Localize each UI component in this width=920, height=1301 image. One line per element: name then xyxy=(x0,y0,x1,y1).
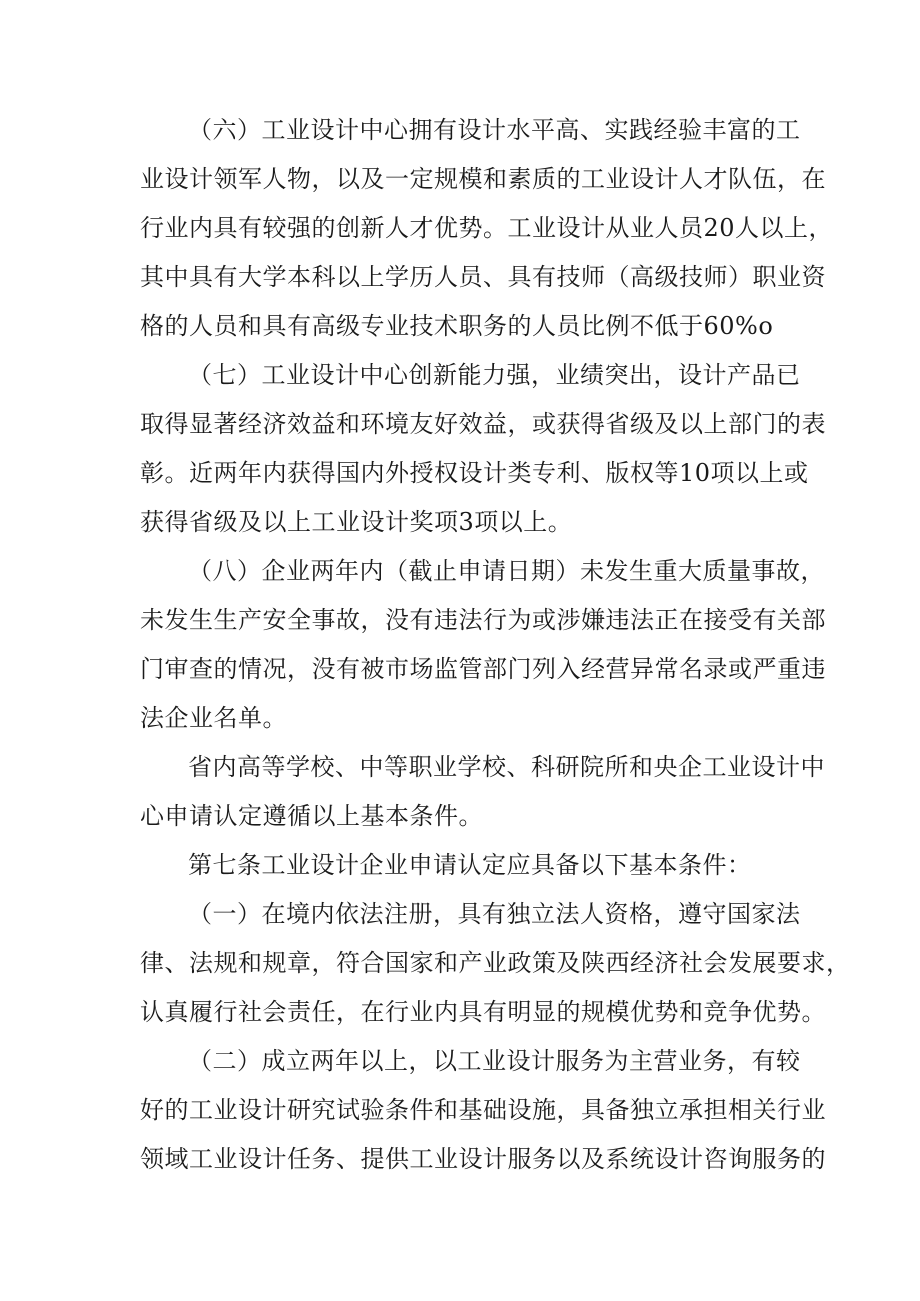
paragraph-line: 律、法规和规章，符合国家和产业政策及陕西经济社会发展要求， xyxy=(140,949,851,977)
paragraph-line: 取得显著经济效益和环境友好效益，或获得省级及以上部门的表 xyxy=(140,410,826,438)
paragraph-line: 格的人员和具有高级专业技术职务的人员比例不低于60%o xyxy=(140,312,774,340)
paragraph-line: 省内高等学校、中等职业学校、科研院所和央企工业设计中 xyxy=(188,753,825,781)
paragraph-line: 彰。近两年内获得国内外授权设计类专利、版权等10项以上或 xyxy=(140,459,809,487)
paragraph-line: （八）企业两年内（截止申请日期）未发生重大质量事故， xyxy=(188,557,825,585)
paragraph-line: （七）工业设计中心创新能力强，业绩突出，设计产品已 xyxy=(188,361,801,389)
paragraph-line: 好的工业设计研究试验条件和基础设施，具备独立承担相关行业 xyxy=(140,1096,826,1124)
paragraph-line: 其中具有大学本科以上学历人员、具有技师（高级技师）职业资 xyxy=(140,263,826,291)
paragraph-line: （二）成立两年以上，以工业设计服务为主营业务，有较 xyxy=(188,1047,801,1075)
paragraph-line: 未发生生产安全事故，没有违法行为或涉嫌违法正在接受有关部 xyxy=(140,606,826,634)
paragraph-line: （六）工业设计中心拥有设计水平高、实践经验丰富的工 xyxy=(188,116,801,144)
paragraph-line: 获得省级及以上工业设计奖项3项以上。 xyxy=(140,508,573,536)
paragraph-line: 法企业名单。 xyxy=(140,704,287,732)
paragraph-line: 认真履行社会责任，在行业内具有明显的规模优势和竞争优势。 xyxy=(140,998,826,1026)
paragraph-line: 领域工业设计任务、提供工业设计服务以及系统设计咨询服务的 xyxy=(140,1145,826,1173)
paragraph-line: （一）在境内依法注册，具有独立法人资格，遵守国家法 xyxy=(188,900,801,928)
paragraph-line: 行业内具有较强的创新人才优势。工业设计从业人员20人以上， xyxy=(140,214,834,242)
paragraph-line: 门审查的情况，没有被市场监管部门列入经营异常名录或严重违 xyxy=(140,655,826,683)
paragraph-line: 业设计领军人物，以及一定规模和素质的工业设计人才队伍，在 xyxy=(140,165,826,193)
paragraph-line: 心申请认定遵循以上基本条件。 xyxy=(140,802,483,830)
article-heading: 第七条工业设计企业申请认定应具备以下基本条件： xyxy=(188,851,752,879)
